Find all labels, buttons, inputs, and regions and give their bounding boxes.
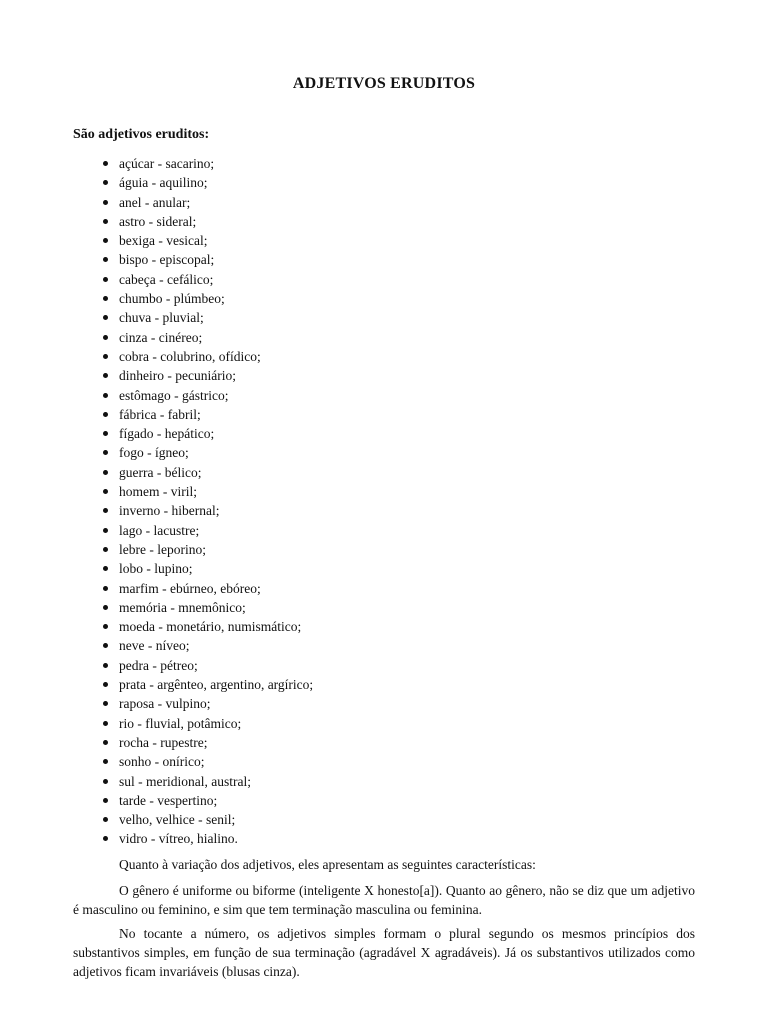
- list-item: açúcar - sacarino;: [101, 154, 313, 173]
- section-subtitle: São adjetivos eruditos:: [73, 127, 210, 142]
- list-item: rio - fluvial, potâmico;: [101, 714, 313, 733]
- paragraph-variation: Quanto à variação dos adjetivos, eles apresentam as seguintes características:: [119, 857, 536, 872]
- list-item: anel - anular;: [101, 193, 313, 212]
- list-item: bispo - episcopal;: [101, 250, 313, 269]
- list-item: cabeça - cefálico;: [101, 270, 313, 289]
- list-item: homem - viril;: [101, 482, 313, 501]
- paragraph-gender: O gênero é uniforme ou biforme (inteligente X honesto[a]). Quanto ao gênero, não se diz que um adjetivo é masculino ou feminino, e sim que tem terminação masculina ou feminina.: [73, 883, 695, 917]
- list-item: inverno - hibernal;: [101, 501, 313, 520]
- list-item: cinza - cinéreo;: [101, 328, 313, 347]
- list-item: velho, velhice - senil;: [101, 810, 313, 829]
- list-item: fígado - hepático;: [101, 424, 313, 443]
- list-item: prata - argênteo, argentino, argírico;: [101, 675, 313, 694]
- list-item: estômago - gástrico;: [101, 386, 313, 405]
- list-item: lebre - leporino;: [101, 540, 313, 559]
- list-item: fogo - ígneo;: [101, 443, 313, 462]
- list-item: cobra - colubrino, ofídico;: [101, 347, 313, 366]
- list-item: tarde - vespertino;: [101, 791, 313, 810]
- list-item: dinheiro - pecuniário;: [101, 366, 313, 385]
- list-item: chumbo - plúmbeo;: [101, 289, 313, 308]
- list-item: sonho - onírico;: [101, 752, 313, 771]
- list-item: bexiga - vesical;: [101, 231, 313, 250]
- list-item: sul - meridional, austral;: [101, 772, 313, 791]
- list-item: vidro - vítreo, hialino.: [101, 829, 313, 848]
- list-item: lobo - lupino;: [101, 559, 313, 578]
- list-item: marfim - ebúrneo, ebóreo;: [101, 579, 313, 598]
- list-item: moeda - monetário, numismático;: [101, 617, 313, 636]
- document-title: ADJETIVOS ERUDITOS: [292, 75, 476, 92]
- list-item: águia - aquilino;: [101, 173, 313, 192]
- paragraph-number: No tocante a número, os adjetivos simples formam o plural segundo os mesmos princípios dos substantivos simples, em função de sua terminação (agradável X agradáveis). Já os substantivos utilizados como adjetivos ficam invariáveis (blusas cinza).: [73, 926, 695, 979]
- list-item: pedra - pétreo;: [101, 656, 313, 675]
- list-item: raposa - vulpino;: [101, 694, 313, 713]
- adjective-list: [101, 154, 313, 849]
- list-item: rocha - rupestre;: [101, 733, 313, 752]
- list-item: memória - mnemônico;: [101, 598, 313, 617]
- list-item: astro - sideral;: [101, 212, 313, 231]
- list-item: fábrica - fabril;: [101, 405, 313, 424]
- list-item: neve - níveo;: [101, 636, 313, 655]
- list-item: guerra - bélico;: [101, 463, 313, 482]
- list-item: chuva - pluvial;: [101, 308, 313, 327]
- list-item: lago - lacustre;: [101, 521, 313, 540]
